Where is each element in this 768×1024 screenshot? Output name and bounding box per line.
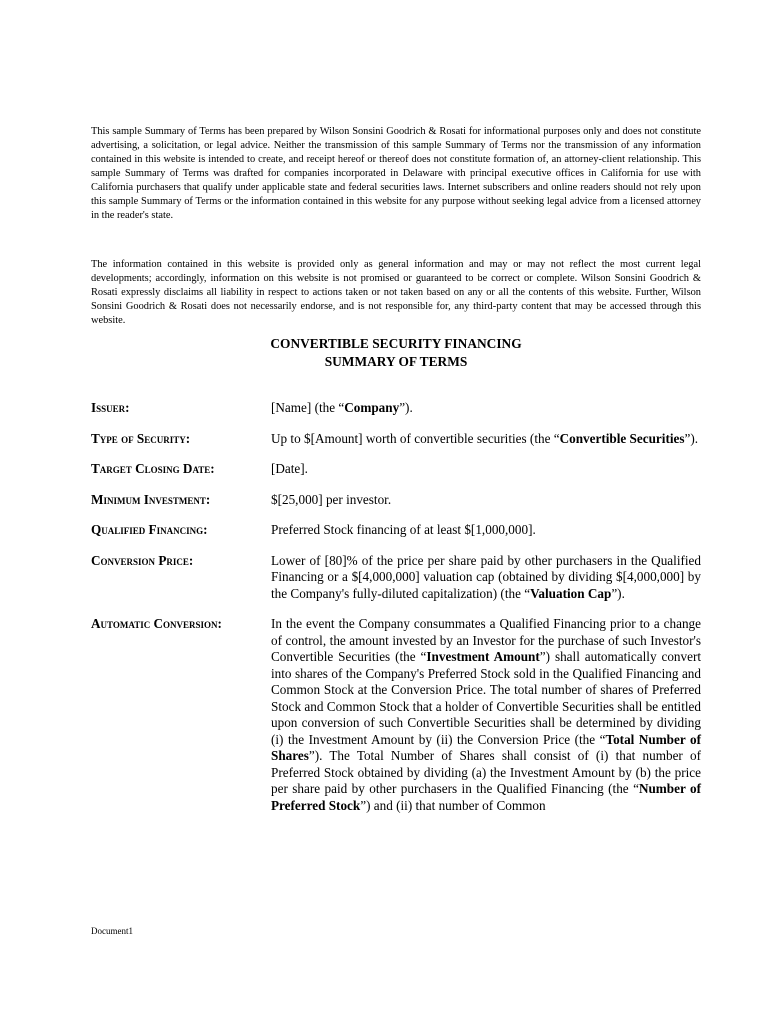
disclaimer-paragraph-1: This sample Summary of Terms has been prepared by Wilson Sonsini Goodrich & Rosati for informational purposes only and does not constitute advertising, a solicitation, or legal advice. Neither the transmission of this sample Summary of Terms nor the transmission of any information contained in this website is intended to create, and receipt hereof or thereof does not constitute formation of, an attorney-client relationship. This sample Summary of Terms was drafted for companies incorporated in Delaware with principal executive offices in California for use with California purchasers that qualify under applicable state and federal securities laws. Internet subscribers and online readers should not rely upon this sample Summary of Terms or the information contained in this website for any purpose without seeking legal advice from a licensed attorney in the reader's state.: [91, 126, 701, 222]
term-value: Lower of [80]% of the price per share paid by other purchasers in the Qualified Financing or a $[4,000,000] valuation cap (obtained by dividing $[4,000,000] by the Company's fully-diluted capitalization) (the “Valuation Cap”).: [271, 552, 701, 601]
term-value: $[25,000] per investor.: [271, 491, 392, 507]
title-line-2: SUMMARY OF TERMS: [324, 354, 468, 369]
title-line-1: CONVERTIBLE SECURITY FINANCING: [270, 336, 522, 351]
term-issuer: [91, 400, 701, 417]
document-title: [91, 335, 701, 371]
term-label: Issuer:: [91, 400, 130, 415]
term-minimum-investment: [91, 492, 701, 509]
term-conversion-price: [91, 553, 701, 603]
page-footer: Document1: [91, 926, 133, 936]
term-type-of-security: [91, 431, 701, 448]
term-qualified-financing: [91, 522, 701, 539]
term-value: [Date].: [271, 461, 308, 476]
term-label: Minimum Investment:: [91, 491, 211, 507]
term-value: In the event the Company consummates a Qualified Financing prior to a change of control, the amount invested by an Investor for the purchase of such Investor's Convertible Securities (the “Investment Amount”) shall automatically convert into shares of the Company's Preferred Stock sold in the Qualified Financing and Common Stock at the Conversion Price. The total number of shares of Preferred Stock and Common Stock that a holder of Convertible Securities shall be entitled upon conversion of such Convertible Securities shall be determined by dividing (i) the Investment Amount by (ii) the Conversion Price (the “Total Number of Shares”). The Total Number of Shares shall consist of (i) that number of Preferred Stock obtained by dividing (a) the Investment Amount by (b) the price per share paid by other purchasers in the Qualified Financing (the “Number of Preferred Stock”) and (ii) that number of Common: [271, 616, 702, 813]
term-label: Automatic Conversion:: [91, 616, 222, 631]
term-label: Type of Security:: [91, 430, 191, 446]
term-target-closing-date: [91, 461, 701, 478]
term-label: Conversion Price:: [91, 552, 194, 568]
disclaimer-paragraph-2: The information contained in this website is provided only as general information and may or may not reflect the most current legal developments; accordingly, information on this website is not promised or guaranteed to be correct or complete. Wilson Sonsini Goodrich & Rosati expressly disclaims all liability in respect to actions taken or not taken based on any or all the contents of this website. Further, Wilson Sonsini Goodrich & Rosati does not necessarily endorse, and is not responsible for, any third-party content that may be accessed through this website.: [91, 259, 701, 327]
term-automatic-conversion: [91, 616, 701, 814]
term-value: Preferred Stock financing of at least $[1,000,000].: [271, 522, 536, 537]
term-label: Qualified Financing:: [91, 522, 208, 537]
terms-list: [91, 400, 701, 828]
term-value: Up to $[Amount] worth of convertible securities (the “Convertible Securities”).: [271, 430, 699, 446]
term-value: [Name] (the “Company”).: [271, 400, 413, 415]
term-label: Target Closing Date:: [91, 461, 215, 476]
